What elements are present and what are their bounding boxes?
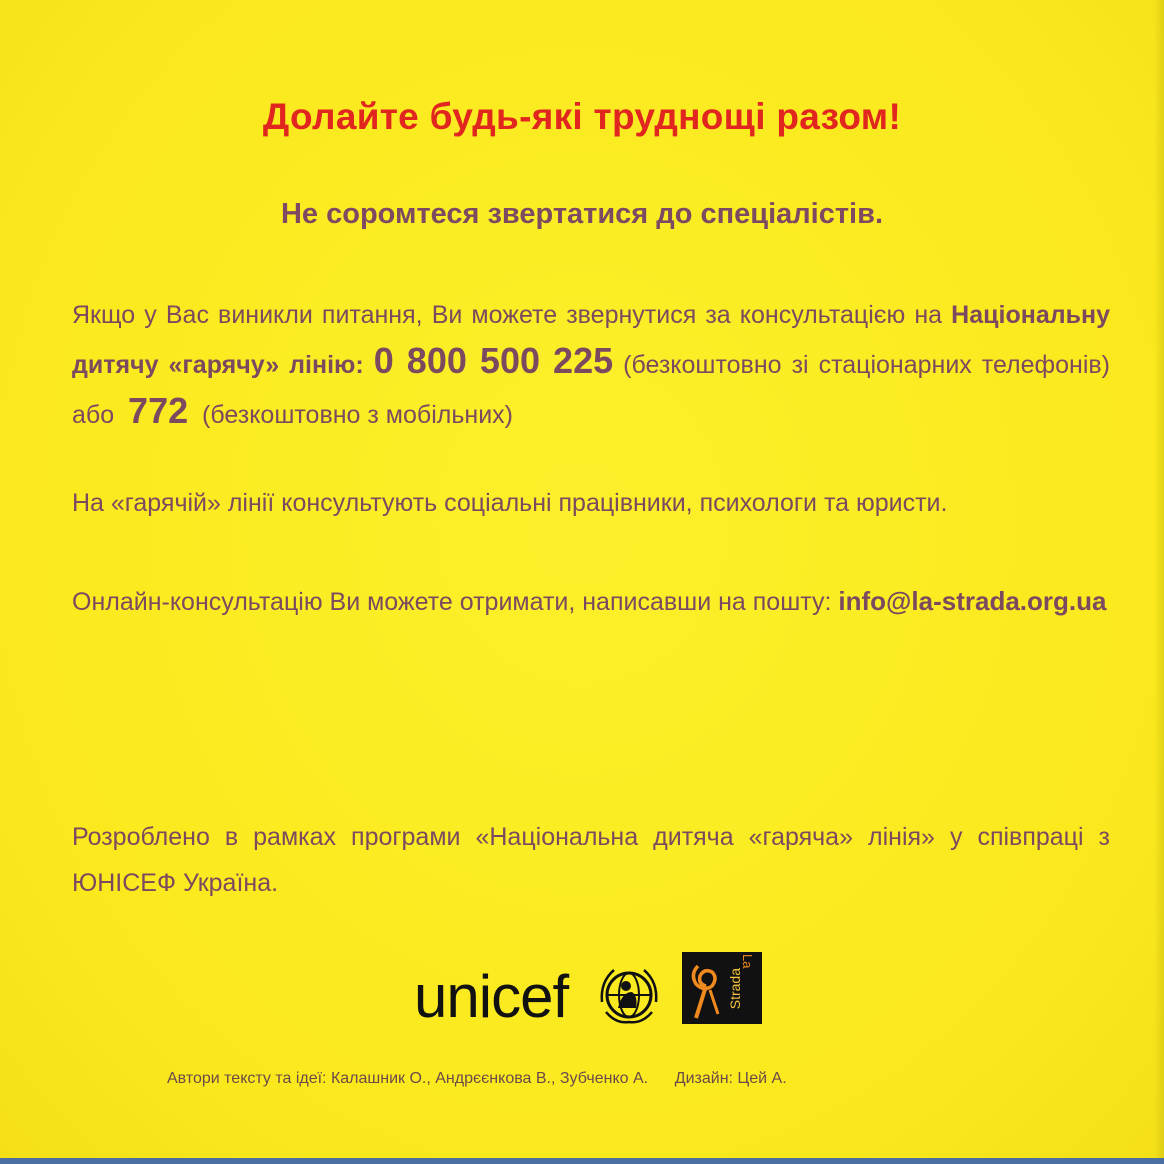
- unicef-emblem-icon: [596, 962, 662, 1028]
- landline-number: 0 800 500 225: [373, 340, 614, 381]
- hotline-label: Національну дитячу «гарячу» лінію:: [72, 301, 1110, 379]
- credits-line: [167, 1070, 787, 1088]
- page-edge-shadow: [1154, 0, 1164, 1164]
- online-text: Онлайн-консультацію Ви можете отримати, написавши на пошту:: [72, 588, 832, 616]
- credits-design: Дизайн: Цей А.: [674, 1070, 787, 1087]
- page-bottom-edge: [0, 1158, 1164, 1164]
- headline: Долайте будь-які труднощі разом!: [262, 96, 902, 137]
- credits-authors: Автори тексту та ідеї: Калашник О., Андрєєнкова В., Зубченко А.: [167, 1070, 649, 1087]
- la-strada-logo: [682, 952, 762, 1024]
- partner-logos: [410, 950, 780, 1030]
- mobile-note: (безкоштовно з мобільних): [202, 401, 513, 429]
- landline-note-cont: зі стаціонарних телефонів) або: [72, 351, 1110, 429]
- la-strada-la-text: La: [740, 954, 755, 969]
- email-address: info@la-strada.org.ua: [838, 586, 1107, 616]
- subheading: Не соромтеся звертатися до спеціалістів.: [280, 198, 884, 230]
- hotline-intro: Якщо у Вас виникли питання, Ви можете звернутися за консультацією на: [72, 301, 943, 329]
- online-paragraph: [72, 578, 1110, 625]
- la-strada-swirl-icon: [684, 956, 728, 1022]
- program-paragraph: Розроблено в рамках програми «Національна дитяча «гаряча» лінія» у співпраці з ЮНІСЕФ Україна.: [72, 823, 1110, 897]
- mobile-number: 772: [128, 390, 189, 431]
- hotline-paragraph: [72, 292, 1110, 438]
- landline-note: (безкоштовно: [623, 351, 782, 379]
- unicef-wordmark: unicef: [414, 963, 569, 1030]
- consultants-paragraph: На «гарячій» лінії консультують соціальні працівники, психологи та юристи.: [72, 489, 948, 517]
- la-strada-strada-text: Strada: [727, 968, 743, 1010]
